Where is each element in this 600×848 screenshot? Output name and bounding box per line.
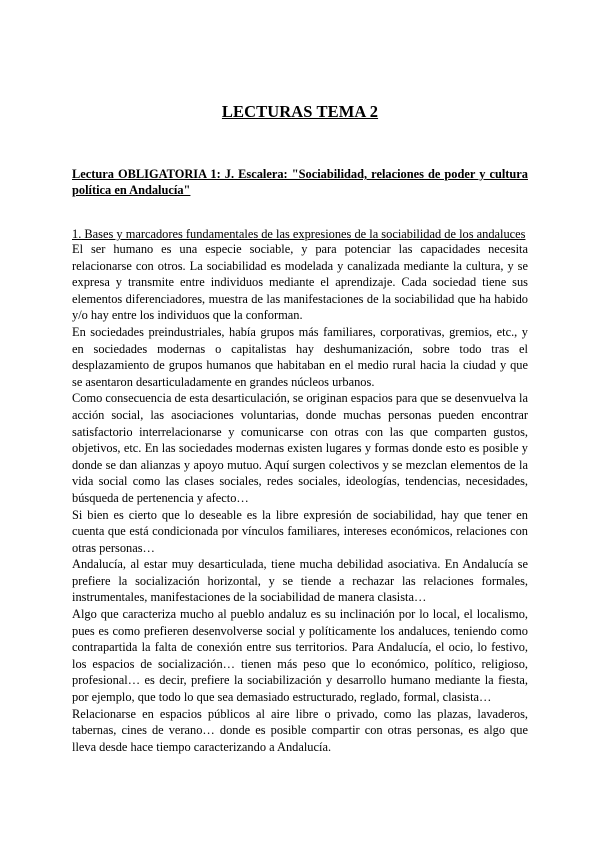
document-title: LECTURAS TEMA 2 <box>221 102 379 121</box>
paragraph: Andalucía, al estar muy desarticulada, tiene mucha debilidad asociativa. En Andalucía se prefiere la socialización horizontal, y se tiende a rechazar las relaciones formales, instrumentales, manifestaciones de la sociabilidad de manera clasista… <box>72 557 528 605</box>
paragraph: Algo que caracteriza mucho al pueblo andaluz es su inclinación por lo local, el localismo, pues es como prefieren desenvolverse social y políticamente los andaluces, teniendo como contrapartida la falta de conexión entre sus territorios. Para Andalucía, el ocio, lo festivo, los espacios de socialización… tienen más peso que lo económico, político, religioso, profesional… es decir, prefiere la sociabilización y desarrollo humano mediante la fiesta, por ejemplo, que todo lo que sea demasiado estructurado, reglado, formal, clasista… <box>72 607 528 705</box>
paragraph: En sociedades preindustriales, había grupos más familiares, corporativas, gremios, etc., y en sociedades modernas o capitalistas hay deshumanización, sobre todo tras el desplazamiento de grupos humanos que habitaban en el medio rural hacia la ciudad y que se asentaron desarticuladamente en grandes núcleos urbanos. <box>72 324 528 389</box>
paragraph: El ser humano es una especie sociable, y para potenciar las capacidades necesita relacionarse con otros. La sociabilidad es modelada y canalizada mediante la cultura, y se expresa y transmite entre individuos mediante el aprendizaje. Cada sociedad tiene sus elementos diferenciadores, muestra de las manifestaciones de la sociabilidad que ha habido y/o hay entre los individuos que la conforman. <box>72 242 528 323</box>
paragraph: Relacionarse en espacios públicos al aire libre o privado, como las plazas, lavaderos, tabernas, cines de verano… donde es posible compartir con otras personas, es algo que lleva desde hace tiempo caracterizando a Andalucía. <box>72 706 528 754</box>
paragraph: Como consecuencia de esta desarticulación, se originan espacios para que se desenvuelva la acción social, las asociaciones voluntarias, donde muchas personas pueden encontrar satisfactorio interrelacionarse y comunicarse con otras con las que comparten gustos, objetivos, etc. En las sociedades modernas existen lugares y formas donde esto es posible y donde se dan alianzas y apoyo mutuo. Aquí surgen colectivos y se mezclan elementos de la vida social como las clases sociales, redes sociales, ideologías, tendencias, necesidades, búsqueda de pertenencia y afecto… <box>72 391 528 505</box>
paragraph: Si bien es cierto que lo deseable es la libre expresión de sociabilidad, hay que tener en cuenta que está condicionada por vínculos familiares, intereses económicos, relaciones con otras personas… <box>72 507 528 555</box>
body-text <box>72 241 528 755</box>
section-heading: 1. Bases y marcadores fundamentales de las expresiones de la sociabilidad de los andaluces <box>72 227 526 241</box>
lectura-heading: Lectura OBLIGATORIA 1: J. Escalera: "Sociabilidad, relaciones de poder y cultura política en Andalucía" <box>72 167 528 197</box>
